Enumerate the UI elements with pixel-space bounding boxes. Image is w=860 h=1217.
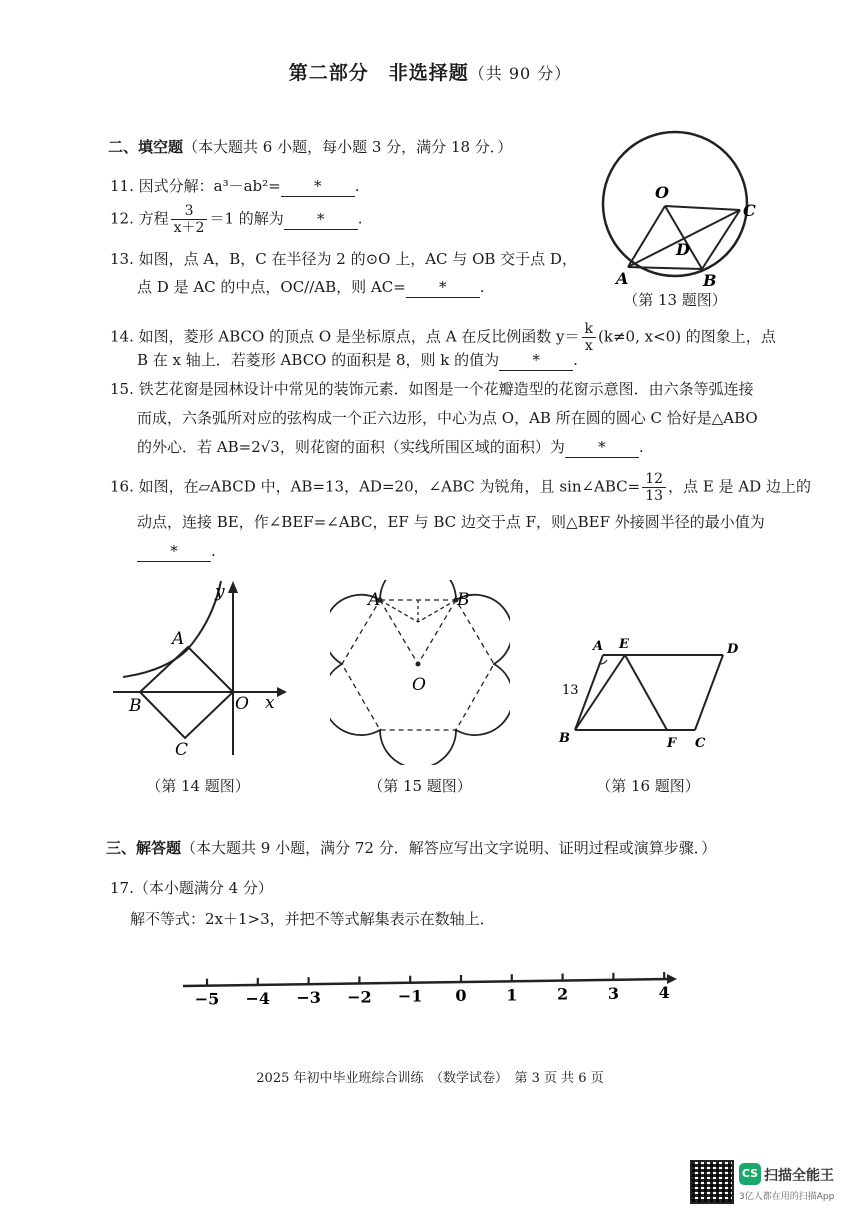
question-13-line2: 点 D 是 AC 的中点，OC//AB，则 AC= * . — [137, 278, 485, 296]
question-16-line1: 16. 如图，在▱ABCD 中，AB=13，AD=20，∠ABC 为锐角，且 sin∠ABC= $\frac{12}{13}$ ，点 E 是 AD 边上的 — [110, 471, 811, 504]
label-D: D — [676, 240, 690, 259]
label-C: C — [175, 740, 189, 760]
fraction: $\frac{12}{13}$ — [642, 471, 666, 504]
fraction: $\frac{k}{x}$ — [582, 321, 596, 354]
question-15-line1: 15. 铁艺花窗是园林设计中常见的装饰元素．如图是一个花瓣造型的花窗示意图．由六条等弧连接 — [110, 380, 754, 398]
label-O: O — [412, 675, 426, 695]
question-15-line2: 而成，六条弧所对应的弦构成一个正六边形，中心为点 O，AB 所在圆的圆心 C 恰好是△ABO — [137, 409, 758, 427]
question-12: 12. 方程 $\frac{3}{x+2}$ ＝1 的解为 * . — [110, 203, 363, 236]
number-line-label: −5 — [194, 989, 220, 1009]
page-title: 第二部分 非选择题（共 90 分） — [288, 62, 572, 84]
number-line-label: 3 — [607, 983, 619, 1003]
answer-blank: * — [137, 541, 211, 562]
label-B: B — [559, 731, 570, 746]
fraction: $\frac{3}{x+2}$ — [171, 203, 208, 236]
question-15-line3: 的外心．若 AB=2√3，则花窗的面积（实线所围区域的面积）为 * . — [137, 438, 644, 456]
question-14-line2: B 在 x 轴上．若菱形 ABCO 的面积是 8，则 k 的值为 * . — [137, 351, 578, 369]
label-A: A — [616, 269, 629, 288]
question-11: 11. 因式分解：a³－ab²= * . — [110, 177, 360, 195]
label-F: F — [667, 736, 677, 751]
watermark-name: 扫描全能王 — [764, 1168, 834, 1184]
number-line-label: 0 — [455, 986, 467, 1006]
question-16-line2: 动点，连接 BE，作∠BEF=∠ABC，EF 与 BC 边交于点 F，则△BEF 外接圆半径的最小值为 — [137, 513, 765, 531]
qr-code-icon — [690, 1160, 734, 1204]
answer-blank: * — [406, 277, 480, 298]
label-D: D — [727, 642, 739, 657]
number-line-label: 2 — [557, 984, 569, 1004]
question-14-line1: 14. 如图，菱形 ABCO 的顶点 O 是坐标原点，点 A 在反比例函数 y＝ $\frac{k}{x}$ (k≠0, x<0) 的图象上，点 — [110, 321, 776, 354]
page-footer: 2025 年初中毕业班综合训练 （数学试卷） 第 3 页 共 6 页 — [256, 1071, 604, 1086]
label-A: A — [593, 639, 604, 654]
number-line-label: −1 — [397, 986, 423, 1006]
number-line-ticks — [195, 972, 670, 1009]
number-line-label: −3 — [296, 988, 321, 1008]
answer-blank: * — [499, 350, 573, 371]
label-A: A — [172, 629, 185, 649]
number-line — [175, 965, 685, 1015]
answer-blank: * — [565, 437, 639, 458]
label-B: B — [129, 696, 142, 716]
figure-15-caption: （第 15 题图） — [368, 777, 472, 795]
number-line-label: 1 — [506, 985, 518, 1005]
label-B: B — [457, 590, 470, 610]
number-line-label: 4 — [658, 983, 670, 1003]
question-16-line3: * . — [137, 541, 216, 562]
question-17-text: 解不等式：2x＋1>3，并把不等式解集表示在数轴上． — [130, 910, 495, 928]
question-17-title: 17.（本小题满分 4 分） — [110, 879, 273, 897]
label-E: E — [619, 637, 629, 652]
section3-heading: 三、解答题（本大题共 9 小题，满分 72 分．解答应写出文字说明、证明过程或演算步骤．） — [106, 839, 717, 857]
label-C: C — [743, 201, 756, 220]
figure-15 — [330, 580, 510, 765]
label-A: A — [368, 590, 381, 610]
label-C: C — [695, 736, 706, 751]
figure-16 — [555, 630, 755, 755]
figure-13 — [590, 128, 765, 308]
number-line-label: −4 — [245, 988, 271, 1008]
label-B: B — [703, 271, 717, 290]
label-y: y — [215, 582, 225, 602]
watermark-tagline: 3亿人都在用的扫描App — [739, 1192, 835, 1202]
label-x: x — [265, 693, 275, 713]
label-O: O — [655, 183, 669, 202]
figure-14 — [105, 575, 290, 765]
figure-16-caption: （第 16 题图） — [596, 777, 700, 795]
section2-heading: 二、填空题（本大题共 6 小题，每小题 3 分，满分 18 分．） — [108, 138, 513, 156]
figure-14-caption: （第 14 题图） — [146, 777, 250, 795]
label-side-13: 13 — [562, 683, 579, 698]
figure-13-caption: （第 13 题图） — [623, 291, 727, 309]
label-O: O — [235, 694, 249, 714]
number-line-label: −2 — [347, 987, 372, 1007]
cs-logo-icon: CS — [739, 1163, 761, 1185]
answer-blank: * — [281, 176, 355, 197]
answer-blank: * — [284, 209, 358, 230]
question-13-line1: 13. 如图，点 A，B，C 在半径为 2 的⊙O 上，AC 与 OB 交于点 D， — [110, 250, 577, 268]
